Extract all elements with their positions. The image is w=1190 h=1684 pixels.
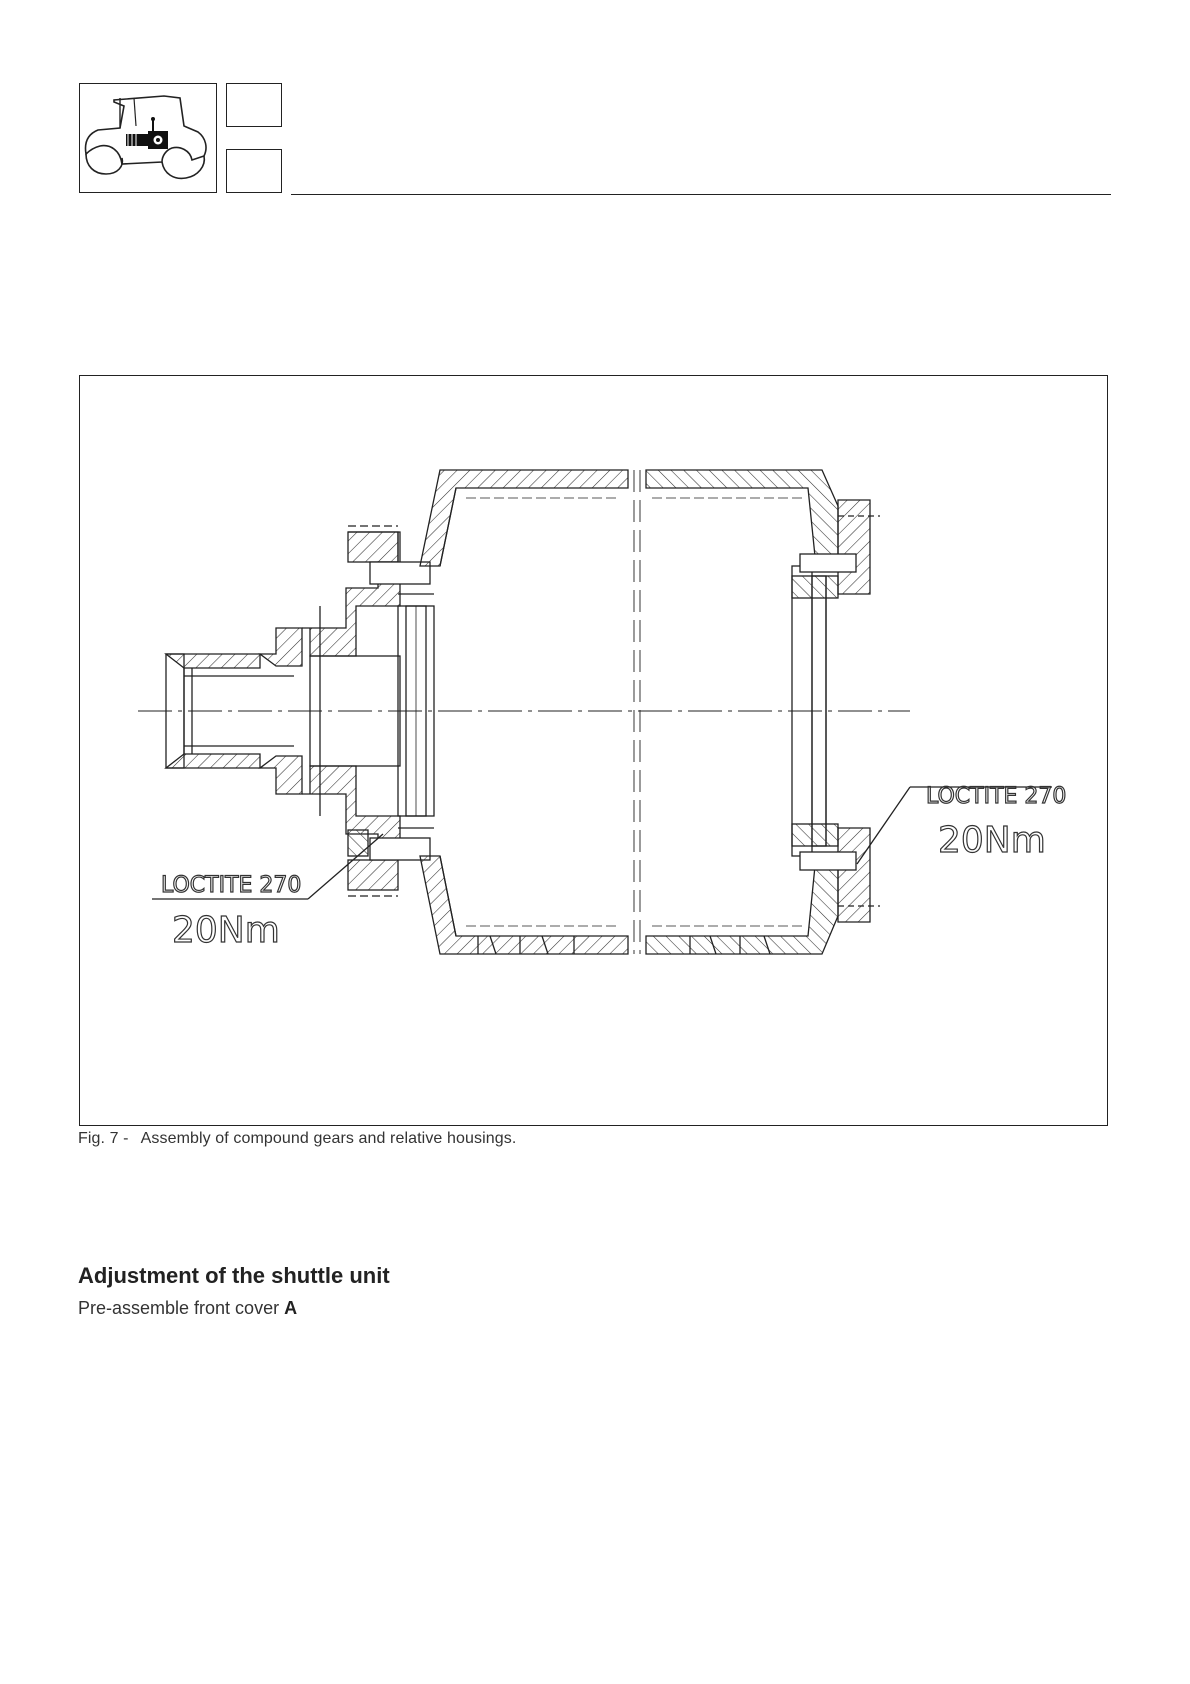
annotation-left-label: LOCTITE 270 xyxy=(161,873,302,898)
section-body xyxy=(78,1298,297,1319)
figure-caption xyxy=(78,1130,516,1148)
figure-frame xyxy=(79,375,1108,1126)
figure-number: Fig. 7 - xyxy=(78,1130,129,1147)
section-title: Adjustment of the shuttle unit xyxy=(78,1263,390,1288)
annotation-right-torque: 20Nm xyxy=(938,820,1046,861)
assembly-drawing xyxy=(80,376,1107,1125)
section-body-text: Pre-assemble front cover xyxy=(78,1298,285,1318)
section-body-bold: A xyxy=(284,1298,298,1318)
annotation-right-label: LOCTITE 270 xyxy=(926,784,1067,809)
annotation-left-torque: 20Nm xyxy=(172,910,280,951)
header-rule xyxy=(291,194,1111,195)
tractor-transmission-icon xyxy=(79,83,217,193)
tractor-icon-graphic xyxy=(80,84,215,191)
header-section-box xyxy=(226,83,282,127)
header-page-box xyxy=(226,149,282,193)
figure-caption-text: Assembly of compound gears and relative housings. xyxy=(140,1130,517,1147)
